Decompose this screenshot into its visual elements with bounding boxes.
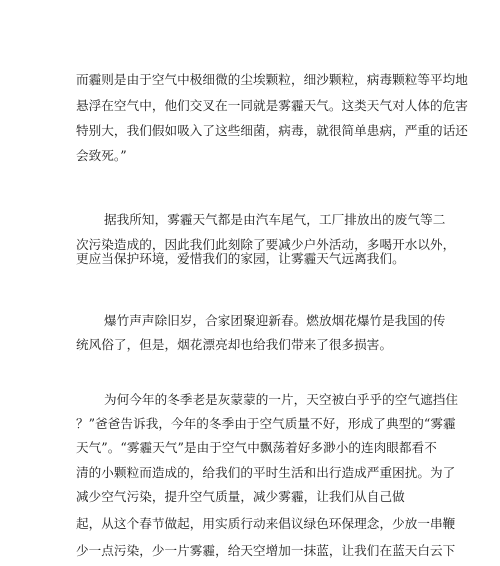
paragraph-line: 会致死。” xyxy=(76,148,127,163)
paragraph-line: ？”爸爸告诉我，今年的冬季由于空气质量不好，形成了典型的“雾霾 xyxy=(76,416,456,431)
paragraph-line: 次污染造成的，因此我们此刻除了要减少户外活动，多喝开水以外， xyxy=(76,237,456,252)
paragraph-line: 为何今年的冬季老是灰蒙蒙的一片，天空被白乎乎的空气遮挡住 xyxy=(104,392,459,407)
paragraph-line: 而霾则是由于空气中极细微的尘埃颗粒，细沙颗粒，病毒颗粒等平均地 xyxy=(76,72,468,87)
paragraph-line: 爆竹声声除旧岁，合家团聚迎新春。燃放烟花爆竹是我国的传 xyxy=(104,313,446,328)
paragraph-line: 天气”。“雾霾天气”是由于空气中飘荡着好多渺小的连肉眼都看不 xyxy=(76,440,437,455)
paragraph-line: 减少空气污染，提升空气质量，减少雾霾，让我们从自己做 xyxy=(76,489,405,504)
paragraph-line: 起，从这个春节做起，用实质行动来倡议绿色环保理念，少放一串鞭 xyxy=(76,516,456,531)
paragraph-line: 清的小颗粒而造成的，给我们的平时生活和出行造成严重困扰。为了 xyxy=(76,465,456,480)
paragraph-line: 更应当保护环境，爱惜我们的家园，让雾霾天气远离我们。 xyxy=(76,251,405,266)
paragraph-line: 统风俗了，但是，烟花漂亮却也给我们带来了很多损害。 xyxy=(76,337,393,352)
paragraph-line: 少一点污染，少一片雾霾，给天空增加一抹蓝，让我们在蓝天白云下 xyxy=(76,543,456,558)
paragraph-line: 据我所知，雾霾天气都是由汽车尾气，工厂排放出的废气等二 xyxy=(104,212,446,227)
paragraph-line: 特别大，我们假如吸入了这些细菌，病毒，就很简单患病，严重的话还 xyxy=(76,123,468,138)
paragraph-line: 悬浮在空气中，他们交叉在一同就是雾霾天气。这类天气对人体的危害 xyxy=(76,98,468,113)
